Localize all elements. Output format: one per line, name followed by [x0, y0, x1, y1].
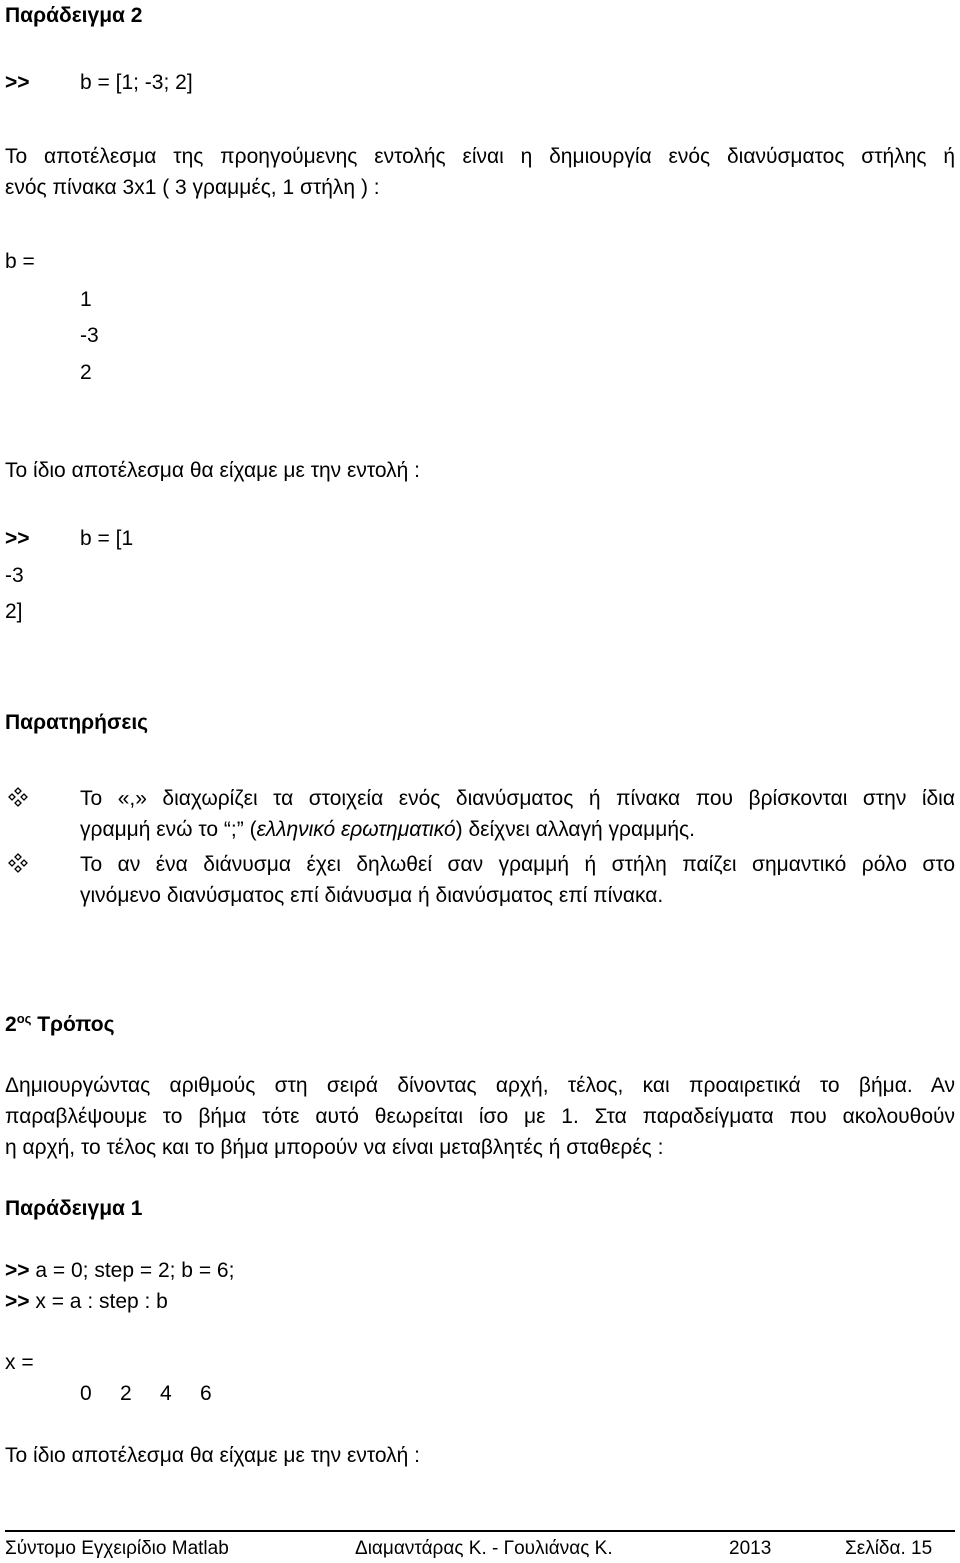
footer-authors: Διαμαντάρας Κ. - Γουλιάνας Κ. [355, 1538, 613, 1559]
note-text: ) δείχνει αλλαγή γραμμής. [455, 818, 695, 841]
note-line [80, 814, 955, 845]
alt-command-line: 2] [5, 600, 23, 623]
note-line: Το αν ένα διάνυσμα έχει δηλωθεί σαν γραμμή ή στήλη παίζει σημαντικό ρόλο στο [80, 853, 955, 876]
command-text: a = 0; step = 2; b = 6; [35, 1259, 235, 1282]
note-line: γινόμενο διανύσματος επί διάνυσμα ή διανύσματος επί πίνακα. [80, 884, 664, 907]
result-value: 2 [120, 1382, 132, 1405]
ordinal-suffix: ος [16, 1011, 32, 1026]
result-value: 4 [160, 1382, 172, 1405]
command-prompt: >> [5, 71, 30, 94]
command-line [5, 1258, 234, 1283]
same-result-text: Το ίδιο αποτέλεσμα θα είχαμε με την εντολή : [5, 459, 421, 482]
method-title: Τρόπος [37, 1013, 115, 1036]
footer-rule [5, 1530, 955, 1532]
command-text: x = a : step : b [35, 1290, 168, 1313]
method-number: 2 [5, 1013, 17, 1036]
notes-heading: Παρατηρήσεις [5, 711, 149, 734]
alt-command-line: b = [1 [80, 527, 134, 550]
result-label-x: x = [5, 1351, 34, 1374]
paragraph-line: Δημιουργώντας αριθμούς στη σειρά δίνοντας αρχή, τέλος, και προαιρετικά το βήμα. Αν [5, 1074, 955, 1097]
note-text: ( [243, 818, 257, 841]
description-line: Το αποτέλεσμα της προηγούμενης εντολής είναι η δημιουργία ενός διανύσματος στήλης ή [5, 145, 955, 168]
example-2-heading: Παράδειγμα 2 [5, 4, 143, 27]
result-value: 2 [80, 361, 92, 384]
footer-year: 2013 [729, 1538, 772, 1559]
result-value: 6 [200, 1382, 212, 1405]
result-value: -3 [80, 324, 99, 347]
result-value: 0 [80, 1382, 92, 1405]
alt-command-line: -3 [5, 564, 24, 587]
four-diamond-bullet-icon [8, 787, 28, 807]
example-1-heading: Παράδειγμα 1 [5, 1197, 143, 1220]
paragraph-line: η αρχή, το τέλος και το βήμα μπορούν να είναι μεταβλητές ή σταθερές : [5, 1136, 664, 1159]
page-footer [5, 1538, 955, 1562]
command-prompt: >> [5, 527, 30, 550]
description-line: ενός πίνακα 3x1 ( 3 γραμμές, 1 στήλη ) : [5, 176, 380, 199]
result-row [80, 1381, 240, 1406]
method-2-paragraph [5, 1070, 955, 1163]
result-label-b: b = [5, 250, 35, 273]
note-item [80, 783, 955, 845]
command-line [5, 1289, 168, 1314]
note-line: Το «,» διαχωρίζει τα στοιχεία ενός διανύσματος ή πίνακα που βρίσκονται στην ίδια [80, 787, 955, 810]
semicolon-symbol: “;” [223, 818, 244, 841]
note-text: γραμμή ενώ το [80, 818, 224, 841]
method-2-heading [5, 1012, 115, 1037]
note-italic-text: ελληνικό ερωτηματικό [256, 818, 456, 841]
four-diamond-bullet-icon [8, 853, 28, 873]
footer-page-number: Σελίδα. 15 [845, 1538, 933, 1559]
paragraph-line: παραβλέψουμε το βήμα τότε αυτό θεωρείται ίσο με 1. Στα παραδείγματα που ακολουθούν [5, 1105, 955, 1128]
footer-title: Σύντομο Εγχειρίδιο Matlab [5, 1538, 229, 1559]
example-2-description [5, 141, 955, 203]
command-b-column: b = [1; -3; 2] [80, 71, 193, 94]
same-result-text: Το ίδιο αποτέλεσμα θα είχαμε με την εντολή : [5, 1444, 421, 1467]
command-prompt: >> [5, 1259, 30, 1282]
command-prompt: >> [5, 1290, 30, 1313]
note-item [80, 849, 955, 911]
result-value: 1 [80, 288, 92, 311]
